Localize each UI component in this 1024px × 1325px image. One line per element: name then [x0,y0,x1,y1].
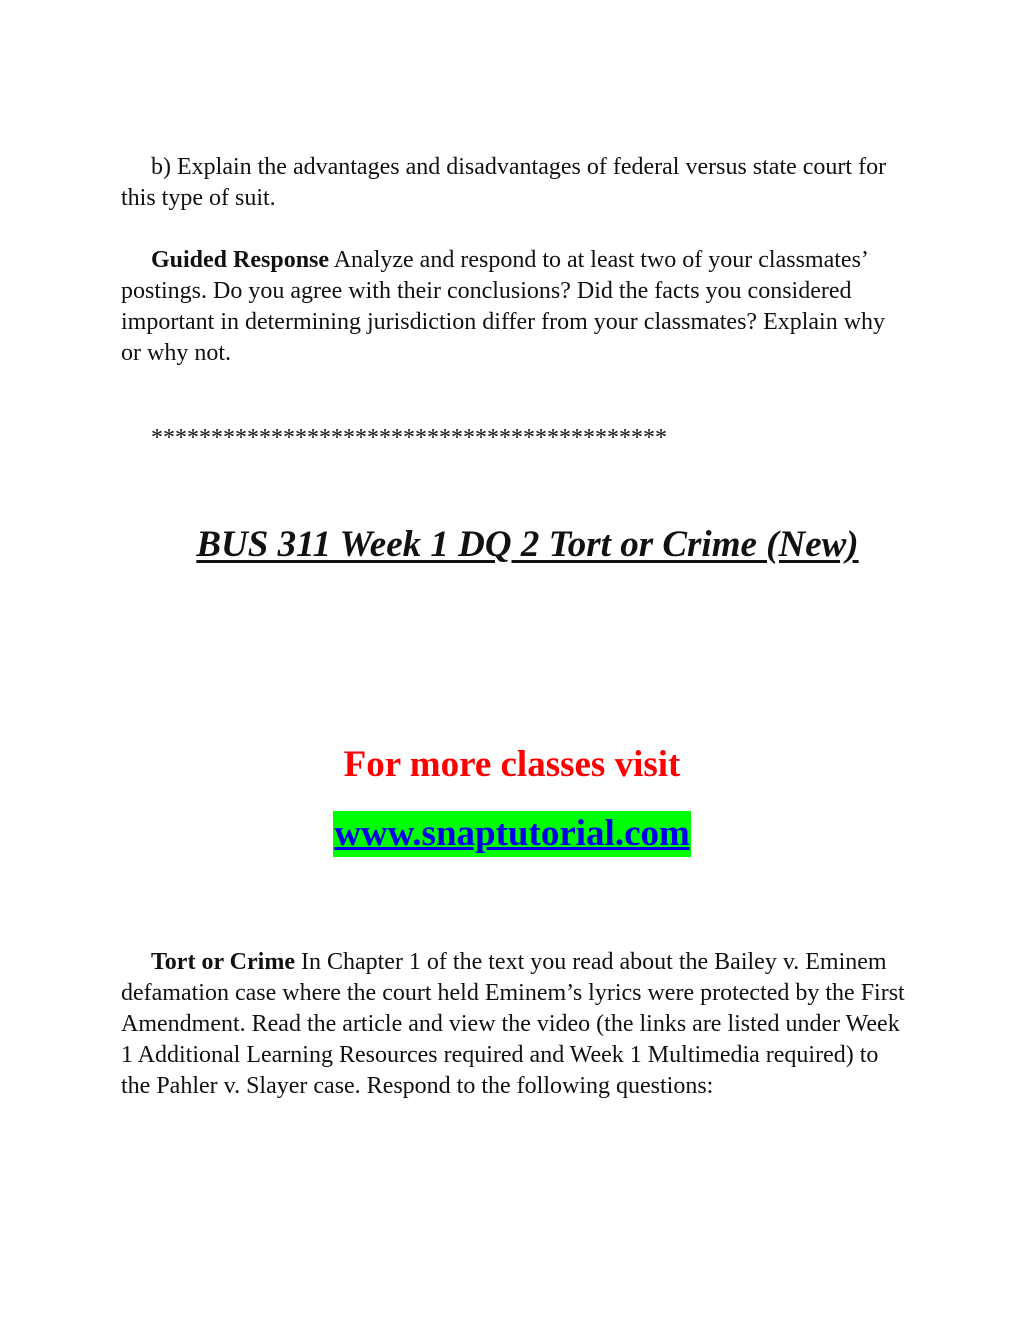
promo-text: For more classes visit [343,744,681,785]
asterisk-separator: ******************************************* [151,425,667,451]
tort-or-crime-text: In Chapter 1 of the text you read about the Bailey v. Eminem defamation case where the court held Eminem’s lyrics were protected by the First Amendment. Read the article and view the video (the links are listed under Week 1 Additional Learning Resources required and Week 1 Multimedia required) to the Pahler v. Slayer case. Respond to the following questions: [121,949,905,1099]
promo-link-container [0,811,1024,857]
guided-response-label: Guided Response [151,247,330,273]
guided-response-paragraph [121,245,901,369]
tort-or-crime-label: Tort or Crime [151,949,295,975]
question-b-paragraph [121,152,901,214]
question-b-text: b) Explain the advantages and disadvantages of federal versus state court for this type of suit. [121,154,887,211]
promo-link[interactable]: www.snaptutorial.com [333,811,691,857]
section-heading: BUS 311 Week 1 DQ 2 Tort or Crime (New) [196,524,859,565]
tort-or-crime-paragraph [121,947,911,1102]
guided-response-text: Analyze and respond to at least two of your classmates’ postings. Do you agree with their conclusions? Did the facts you considered important in determining jurisdiction differ from your classmates? Explain why or why not. [121,247,886,366]
